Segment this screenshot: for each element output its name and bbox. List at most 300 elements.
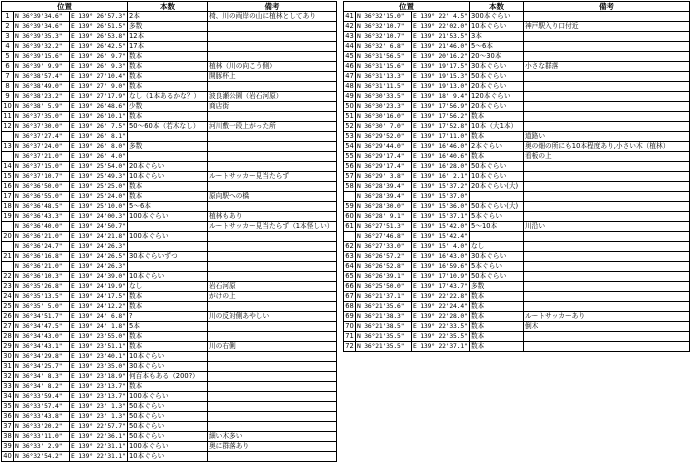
longitude-cell: E 139° 21'46.0"	[413, 43, 468, 50]
notes-cell	[208, 362, 337, 372]
row-number: 22	[3, 272, 12, 280]
row-number: 36	[3, 412, 12, 420]
row-number: 13	[3, 142, 12, 150]
longitude-cell: E 139° 23'13.7"	[71, 383, 126, 390]
latitude-cell: N 36°30'16.0"	[356, 112, 412, 122]
row-number: 12	[3, 122, 12, 130]
notes-cell: ルートサッカーあり	[524, 312, 690, 322]
table-row	[344, 172, 690, 182]
row-number: 59	[345, 202, 354, 210]
latitude-cell: N 36°28'39.4"	[356, 192, 412, 202]
tree-count-cell: 数本	[128, 112, 208, 122]
row-number: 54	[345, 142, 354, 150]
notes-cell	[208, 82, 337, 92]
notes-cell	[208, 182, 337, 192]
latitude-cell: N 36°27'51.3"	[356, 222, 412, 232]
tree-count-cell: 数本	[470, 112, 524, 122]
longitude-cell: E 139° 22'02.0"	[413, 23, 468, 30]
row-number: 5	[2, 52, 14, 62]
row-number: 47	[345, 72, 354, 80]
longitude-cell: E 139° 19'15.3"	[413, 73, 468, 80]
latitude-cell: N 36°32'10.7"	[356, 32, 412, 42]
longitude-cell: E 139° 26' 4.0"	[71, 153, 126, 160]
notes-cell	[208, 22, 337, 32]
table-row	[344, 52, 690, 62]
row-number: 7	[2, 72, 14, 82]
longitude-cell: E 139° 22'31.1"	[71, 453, 126, 460]
longitude-cell: E 139° 26'57.3"	[71, 13, 126, 20]
notes-cell: ルートサッカー見当たらず（1本怪しい）	[208, 222, 337, 232]
notes-cell	[208, 322, 337, 332]
tree-count-cell: 多数	[128, 142, 208, 152]
tree-count-cell: 数本	[128, 192, 208, 202]
row-number: 9	[2, 92, 14, 102]
tree-count-cell: 300本ぐらい	[470, 12, 524, 22]
tree-count-cell	[128, 152, 208, 162]
notes-cell	[208, 242, 337, 252]
table-row	[2, 392, 337, 402]
tree-count-cell	[128, 242, 208, 252]
longitude-cell: E 139° 24'17.5"	[71, 293, 126, 300]
latitude-cell: N 36°34'47.5"	[14, 322, 70, 332]
longitude-cell: E 139° 24'00.3"	[71, 213, 126, 220]
table-row	[2, 262, 337, 272]
table-row	[2, 222, 337, 232]
latitude-cell: N 36°37'24.0"	[14, 142, 70, 152]
notes-cell	[524, 282, 690, 292]
tree-count-cell: 数本	[128, 182, 208, 192]
longitude-cell: E 139° 25'24.0"	[71, 193, 126, 200]
latitude-cell: N 36°26'52.8"	[356, 262, 412, 272]
latitude-cell: N 36°21'37.1"	[356, 292, 412, 302]
table-row	[344, 152, 690, 162]
notes-cell	[524, 182, 690, 192]
table-row	[2, 372, 337, 382]
notes-cell: 神戸駅入り口付近	[524, 22, 690, 32]
latitude-cell: N 36°28'39.4"	[356, 182, 412, 192]
notes-cell	[208, 52, 337, 62]
notes-cell: 波良瀬公園（岩石河原）	[208, 92, 337, 102]
tree-count-cell: 数本	[470, 292, 524, 302]
table-row	[344, 32, 690, 42]
table-body-left	[2, 12, 337, 462]
table-row	[344, 342, 690, 352]
longitude-cell: E 139° 23'13.7"	[71, 393, 126, 400]
row-number: 19	[3, 212, 12, 220]
latitude-cell: N 36°26'39.1"	[356, 272, 412, 282]
latitude-cell: N 36°35'26.8"	[14, 282, 70, 292]
longitude-cell: E 139° 25'25.0"	[71, 183, 126, 190]
latitude-cell: N 36°36'50.0"	[14, 182, 70, 192]
notes-cell	[208, 372, 337, 382]
latitude-cell: N 36°33'57.4"	[14, 402, 70, 412]
tree-count-cell: 5〜6本	[128, 202, 208, 212]
tree-count-cell	[128, 262, 208, 272]
longitude-cell: E 139° 16'59.6"	[413, 263, 468, 270]
table-row	[344, 212, 690, 222]
row-number: 72	[345, 342, 354, 350]
tree-count-cell: 数本	[128, 342, 208, 352]
latitude-cell: N 36°36'10.3"	[14, 272, 70, 282]
latitude-cell: N 36°21'38.3"	[356, 312, 412, 322]
tree-count-cell: 30本ぐらい	[470, 252, 524, 262]
longitude-cell: E 139° 22'31.1"	[71, 443, 126, 450]
latitude-cell: N 36°29'52.0"	[356, 132, 412, 142]
header-trees: 本数	[470, 2, 524, 12]
notes-cell: 奥の畑の所にも10本程度あり,小さい木（植林）	[524, 142, 690, 152]
table-row	[2, 302, 337, 312]
longitude-cell: E 139° 26' 9.3"	[71, 63, 126, 70]
row-number: 48	[345, 82, 354, 90]
longitude-cell: E 139° 15'42.4"	[413, 233, 468, 240]
tree-count-cell: 100本ぐらい	[128, 392, 208, 402]
longitude-cell: E 139° 27'10.4"	[71, 73, 126, 80]
latitude-cell: N 36°36'24.7"	[14, 242, 70, 252]
row-number: 29	[3, 342, 12, 350]
table-row	[2, 72, 337, 82]
latitude-cell: N 36°38'57.4"	[14, 72, 70, 82]
table-row	[2, 312, 337, 322]
longitude-cell: E 139° 17'11.0"	[413, 133, 468, 140]
tree-count-cell: 12本	[128, 32, 208, 42]
table-row	[2, 52, 337, 62]
table-row	[2, 292, 337, 302]
latitude-cell: N 36°34'25.7"	[14, 362, 70, 372]
row-number: 16	[3, 182, 12, 190]
latitude-cell: N 36°29'17.4"	[356, 152, 412, 162]
notes-cell	[208, 232, 337, 242]
latitude-cell: N 36°21'38.5"	[356, 322, 412, 332]
tree-count-cell: 50〜60本（若木なし）	[128, 122, 208, 132]
row-number: 45	[345, 52, 354, 60]
notes-cell	[524, 12, 690, 22]
row-number: 68	[345, 302, 354, 310]
tree-count-cell: 5〜6本	[470, 42, 524, 52]
notes-cell	[524, 192, 690, 202]
row-number: 40	[3, 452, 12, 460]
tree-count-cell: 2本	[128, 12, 208, 22]
longitude-cell: E 139° 24'12.2"	[71, 303, 126, 310]
notes-cell	[524, 252, 690, 262]
latitude-cell: N 36°27'33.0"	[356, 242, 412, 252]
row-number: 27	[3, 322, 12, 330]
latitude-cell: N 36°28'30.0"	[356, 202, 412, 212]
notes-cell	[208, 382, 337, 392]
tree-count-cell: 50本ぐらい	[128, 402, 208, 412]
latitude-cell: N 36°36'16.8"	[14, 252, 70, 262]
longitude-cell: E 139° 21'53.5"	[413, 33, 468, 40]
latitude-cell: N 36°32'15.0"	[356, 12, 412, 22]
row-number: 31	[3, 362, 12, 370]
notes-cell	[208, 332, 337, 342]
row-number: 24	[3, 292, 12, 300]
table-row	[2, 212, 337, 222]
header-trees: 本数	[128, 2, 208, 12]
row-number: 49	[345, 92, 354, 100]
table-row	[2, 132, 337, 142]
latitude-cell: N 36°37'10.7"	[14, 172, 70, 182]
longitude-cell: E 139° 23'55.0"	[71, 333, 126, 340]
longitude-cell: E 139° 24'19.9"	[71, 283, 126, 290]
longitude-cell: E 139° 24'21.8"	[71, 233, 126, 240]
table-row	[344, 62, 690, 72]
row-number: 25	[3, 302, 12, 310]
row-number: 38	[3, 432, 12, 440]
table-row	[2, 362, 337, 372]
row-number: 21	[3, 252, 12, 260]
latitude-cell: N 36°37'30.0"	[14, 122, 70, 132]
tree-count-cell: 数本	[470, 312, 524, 322]
row-number: 57	[345, 172, 354, 180]
header-location: 位置	[2, 2, 128, 12]
tree-count-cell: 数本	[128, 52, 208, 62]
tree-count-cell: 2本ぐらい	[470, 142, 524, 152]
longitude-cell: E 139° 24'26.5"	[71, 253, 126, 260]
longitude-cell: E 139° 16'40.6"	[413, 153, 468, 160]
longitude-cell: E 139° 22'22.8"	[413, 293, 468, 300]
row-number: 1	[2, 12, 14, 22]
notes-cell	[208, 302, 337, 312]
tree-count-cell: なし（1本あるかな？）	[128, 92, 208, 102]
latitude-cell: N 36°36'21.0"	[14, 262, 70, 272]
survey-table-left	[1, 1, 337, 462]
notes-cell	[208, 392, 337, 402]
table-row	[344, 322, 690, 332]
longitude-cell: E 139° 22'35.5"	[413, 333, 468, 340]
notes-cell	[524, 112, 690, 122]
notes-cell: 看板の上	[524, 152, 690, 162]
row-number: 58	[345, 182, 354, 190]
tree-count-cell: 30本ぐらい	[470, 62, 524, 72]
table-row	[344, 72, 690, 82]
notes-cell: 川の右側	[208, 342, 337, 352]
longitude-cell: E 139° 26' 9.7"	[71, 53, 126, 60]
row-number: 60	[345, 212, 354, 220]
tree-count-cell: 50本ぐらい	[128, 432, 208, 442]
latitude-cell: N 36°39'35.3"	[14, 32, 70, 42]
table-row	[2, 402, 337, 412]
longitude-cell: E 139° 23'51.1"	[71, 343, 126, 350]
latitude-cell: N 36°29' 3.8"	[356, 172, 412, 182]
table-row	[344, 142, 690, 152]
latitude-cell: N 36°32'10.7"	[356, 22, 412, 32]
row-number	[2, 262, 14, 272]
table-row	[2, 62, 337, 72]
notes-cell	[208, 452, 337, 462]
row-number: 70	[345, 322, 354, 330]
table-row	[2, 32, 337, 42]
table-row	[344, 12, 690, 22]
longitude-cell: E 139° 24'39.0"	[71, 273, 126, 280]
table-row	[344, 202, 690, 212]
table-row	[2, 112, 337, 122]
row-number: 4	[2, 42, 14, 52]
notes-cell	[208, 202, 337, 212]
row-number: 37	[3, 422, 12, 430]
tree-count-cell: 数本	[128, 82, 208, 92]
longitude-cell: E 139° 23'35.0"	[71, 363, 126, 370]
table-row	[2, 152, 337, 162]
notes-cell	[208, 412, 337, 422]
latitude-cell: N 36°36'55.0"	[14, 192, 70, 202]
longitude-cell: E 139° 27'17.9"	[71, 93, 126, 100]
table-row	[2, 382, 337, 392]
row-number: 14	[3, 162, 12, 170]
longitude-cell: E 139° 22' 4.5"	[413, 13, 468, 20]
notes-cell: 岩石河原	[208, 282, 337, 292]
table-row	[344, 22, 690, 32]
header-location: 位置	[344, 2, 470, 12]
row-number: 33	[3, 382, 12, 390]
notes-cell	[524, 262, 690, 272]
notes-cell: 原向駅への橋	[208, 192, 337, 202]
tree-count-cell: 20本ぐらい	[470, 102, 524, 112]
table-row	[344, 302, 690, 312]
row-number: 69	[345, 312, 354, 320]
latitude-cell: N 36°21'35.5"	[356, 342, 412, 352]
row-number: 8	[2, 82, 14, 92]
latitude-cell: N 36°34'43.0"	[14, 332, 70, 342]
tree-count-cell: 10本ぐらい	[128, 452, 208, 462]
latitude-cell: N 36°36'40.0"	[14, 222, 70, 232]
table-row	[344, 112, 690, 122]
longitude-cell: E 139° 17'56.9"	[413, 103, 468, 110]
notes-cell	[208, 112, 337, 122]
table-row	[344, 182, 690, 192]
table-row	[2, 42, 337, 52]
row-number: 63	[345, 252, 354, 260]
notes-cell: 川の反対側あやしい	[208, 312, 337, 322]
notes-cell	[208, 272, 337, 282]
longitude-cell: E 139° 22'57.7"	[71, 423, 126, 430]
row-number: 51	[345, 112, 354, 120]
latitude-cell: N 36°36'43.3"	[14, 212, 70, 222]
tree-count-cell: 数本	[470, 302, 524, 312]
notes-cell	[524, 292, 690, 302]
table-row	[344, 92, 690, 102]
tree-count-cell: 20本ぐらい(大)	[470, 182, 524, 192]
table-row	[2, 162, 337, 172]
notes-cell	[208, 162, 337, 172]
tree-count-cell: なし	[470, 242, 524, 252]
tree-count-cell: 100本ぐらい	[128, 442, 208, 452]
latitude-cell: N 36°34' 8.2"	[14, 382, 70, 392]
table-row	[2, 332, 337, 342]
tree-count-cell: なし	[128, 282, 208, 292]
tree-count-cell: 20〜30本	[470, 52, 524, 62]
row-number: 65	[345, 272, 354, 280]
tree-count-cell: 10本ぐらい	[128, 172, 208, 182]
longitude-cell: E 139° 17'56.2"	[413, 113, 468, 120]
tree-count-cell: 50本ぐらい	[128, 412, 208, 422]
longitude-cell: E 139° 22'36.1"	[71, 433, 126, 440]
longitude-cell: E 139° 16'28.0"	[413, 163, 468, 170]
latitude-cell: N 36°28' 9.1"	[356, 212, 412, 222]
table-row	[2, 202, 337, 212]
table-row	[344, 292, 690, 302]
tree-count-cell: 数本	[128, 62, 208, 72]
longitude-cell: E 139° 20'16.2"	[413, 53, 468, 60]
latitude-cell: N 36°35'13.5"	[14, 292, 70, 302]
table-row	[2, 322, 337, 332]
notes-cell	[208, 352, 337, 362]
row-number: 41	[345, 12, 354, 20]
longitude-cell: E 139° 26' 7.5"	[71, 123, 126, 130]
longitude-cell: E 139° 15' 4.0"	[413, 243, 468, 250]
notes-cell: 奥に群落あり	[208, 442, 337, 452]
table-row	[2, 422, 337, 432]
longitude-cell: E 139° 15'42.0"	[413, 223, 468, 230]
tree-count-cell: 数本	[470, 132, 524, 142]
row-number: 30	[3, 352, 12, 360]
table-row	[344, 122, 690, 132]
tree-count-cell: 数本	[128, 72, 208, 82]
row-number: 55	[345, 152, 354, 160]
longitude-cell: E 139° 17'52.8"	[413, 123, 468, 130]
longitude-cell: E 139° 18' 9.4"	[413, 93, 468, 100]
table-row	[2, 342, 337, 352]
table-row	[2, 442, 337, 452]
latitude-cell: N 36°26'57.2"	[356, 252, 412, 262]
header-notes: 備考	[524, 2, 690, 12]
latitude-cell: N 36°34'51.7"	[14, 312, 70, 322]
row-number: 2	[2, 22, 14, 32]
notes-cell: がけの上	[208, 292, 337, 302]
row-number: 50	[345, 102, 354, 110]
latitude-cell: N 36°32' 6.8"	[356, 42, 412, 52]
row-number: 56	[345, 162, 354, 170]
notes-cell: 細い木多い	[208, 432, 337, 442]
tree-count-cell: 50本ぐらい(大)	[470, 202, 524, 212]
notes-cell: 植林（川の向こう側）	[208, 62, 337, 72]
table-row	[344, 312, 690, 322]
table-row	[2, 82, 337, 92]
longitude-cell: E 139° 15'36.0"	[413, 203, 468, 210]
latitude-cell: N 36°37'21.0"	[14, 152, 70, 162]
table-row	[2, 242, 337, 252]
longitude-cell: E 139° 19'17.5"	[413, 63, 468, 70]
table-row	[2, 252, 337, 262]
latitude-cell: N 36°38'49.0"	[14, 82, 70, 92]
tree-count-cell: 10本ぐらい	[470, 22, 524, 32]
latitude-cell: N 36°31'56.5"	[356, 52, 412, 62]
row-number: 67	[345, 292, 354, 300]
notes-cell	[208, 422, 337, 432]
row-number: 39	[3, 442, 12, 450]
notes-cell	[208, 402, 337, 412]
row-number: 11	[3, 112, 12, 120]
latitude-cell: N 36°32'54.2"	[14, 452, 70, 462]
table-row	[2, 102, 337, 112]
row-number	[2, 152, 14, 162]
notes-cell: 道路い	[524, 132, 690, 142]
longitude-cell: E 139° 24'26.3"	[71, 263, 126, 270]
row-number: 66	[345, 282, 354, 290]
tree-count-cell: 10本ぐらい	[470, 172, 524, 182]
notes-cell	[524, 72, 690, 82]
notes-cell	[524, 172, 690, 182]
longitude-cell: E 139° 24' 6.8"	[71, 313, 126, 320]
longitude-cell: E 139° 22'24.4"	[413, 303, 468, 310]
table-row	[2, 282, 337, 292]
notes-cell	[524, 122, 690, 132]
notes-cell: 椅、川の両岸の山に植林としてあり	[208, 12, 337, 22]
notes-cell: ルートサッカー見当たらず	[208, 172, 337, 182]
notes-cell	[524, 52, 690, 62]
latitude-cell: N 36°30' 7.0"	[356, 122, 412, 132]
tree-count-cell: 10本ぐらい	[128, 272, 208, 282]
tree-count-cell: 数本	[470, 342, 524, 352]
